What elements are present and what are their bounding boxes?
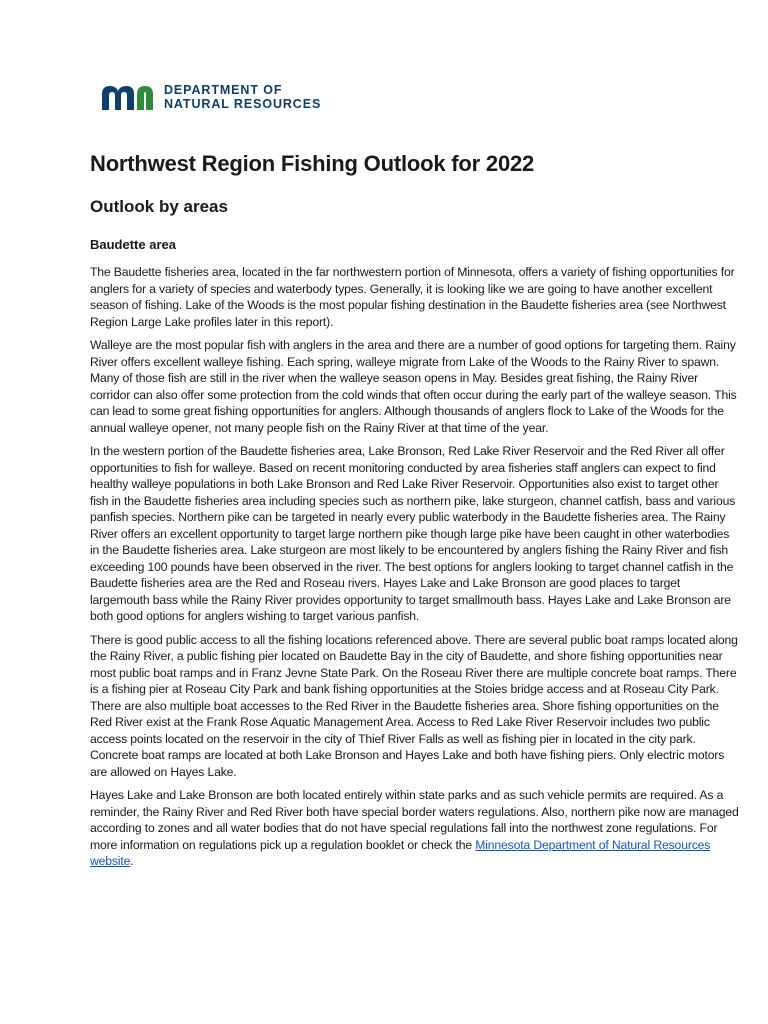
paragraph: Walleye are the most popular fish with anglers in the area and there are a number of good options for targeting them. Rainy River offers excellent walleye fishing. Each spring, walleye migrate from Lake of the Woods to the Rainy River to spawn. Many of those fish are still in the river when the walleye season opens in May. Besides great fishing, the Rainy River corridor can also offer some protection from the cold winds that often occur during the early part of the walleye season. This can lead to some great fishing opportunities for anglers. Although thousands of anglers flock to Lake of the Woods for the annual walleye opener, not many people fish on the Rainy River at that time of the year. <box>90 338 737 435</box>
section-subtitle: Outlook by areas <box>90 197 228 216</box>
mn-logo-icon <box>100 82 160 112</box>
logo-line-1: DEPARTMENT OF <box>164 83 283 97</box>
dnr-website-link[interactable]: Minnesota Department of Natural Resources website <box>90 837 711 868</box>
page-title: Northwest Region Fishing Outlook for 2022 <box>90 151 535 176</box>
paragraph: The Baudette fisheries area, located in the far northwestern portion of Minnesota, offers a variety of fishing opportunities for anglers for a variety of species and waterbody types. Generally, it is looking like we are going to have another excellent season of fishing. Lake of the Woods is the most popular fishing destination in the Baudette fisheries area (see Northwest Region Large Lake profiles later in this report). <box>90 265 735 329</box>
logo-text <box>164 83 321 111</box>
paragraph-text: Hayes Lake and Lake Bronson are both located entirely within state parks and as such vehicle permits are required. As a reminder, the Rainy River and Red River both have special border waters regulations. Also, northern pike now are managed according to zones and all water bodies that do not have special regulations fall into the northwest zone regulations. For more information on regulations pick up a regulation booklet or check the <box>90 788 739 852</box>
dnr-logo <box>100 82 340 114</box>
paragraph-regulations <box>90 787 740 870</box>
logo-line-2: NATURAL RESOURCES <box>164 97 322 111</box>
article-body <box>90 264 740 877</box>
area-heading: Baudette area <box>90 237 176 252</box>
paragraph: In the western portion of the Baudette fisheries area, Lake Bronson, Red Lake River Reservoir and the Red River all offer opportunities to fish for walleye. Based on recent monitoring conducted by area fisheries staff anglers can expect to find healthy walleye populations in both Lake Bronson and Red Lake River Reservoir. Opportunities also exist to target other fish in the Baudette fisheries area including species such as northern pike, lake sturgeon, channel catfish, bass and various panfish species. Northern pike can be targeted in nearly every public waterbody in the Baudette fisheries area. The Rainy River offers an excellent opportunity to target large northern pike though large pike have been caught in other waterbodies in the Baudette fisheries area. Lake sturgeon are most likely to be encountered by anglers fishing the Rainy River and fish exceeding 100 pounds have been observed in the river. The best options for anglers looking to target channel catfish in the Baudette fisheries area are the Red and Roseau rivers. Hayes Lake and Lake Bronson are good places to target largemouth bass while the Rainy River provides opportunity to target smallmouth bass. Hayes Lake and Lake Bronson are both good options for anglers wishing to target various panfish. <box>90 444 736 623</box>
paragraph-end: . <box>130 854 134 868</box>
paragraph: There is good public access to all the fishing locations referenced above. There are several public boat ramps located along the Rainy River, a public fishing pier located on Baudette Bay in the city of Baudette, and shore fishing opportunities near most public boat ramps and in Franz Jevne State Park. On the Roseau River there are multiple concrete boat ramps. There is a fishing pier at Roseau City Park and bank fishing opportunities at the Stoies bridge access and at Roseau City Park. There are also multiple boat accesses to the Red River in the Baudette fisheries area. Shore fishing opportunities on the Red River exist at the Frank Rose Aquatic Management Area. Access to Red Lake River Reservoir includes two public access points located on the reservoir in the city of Thief River Falls as well as fishing pier in located in the city park. Concrete boat ramps are located at both Lake Bronson and Hayes Lake and both have fishing piers. Only electric motors are allowed on Hayes Lake. <box>90 632 738 779</box>
